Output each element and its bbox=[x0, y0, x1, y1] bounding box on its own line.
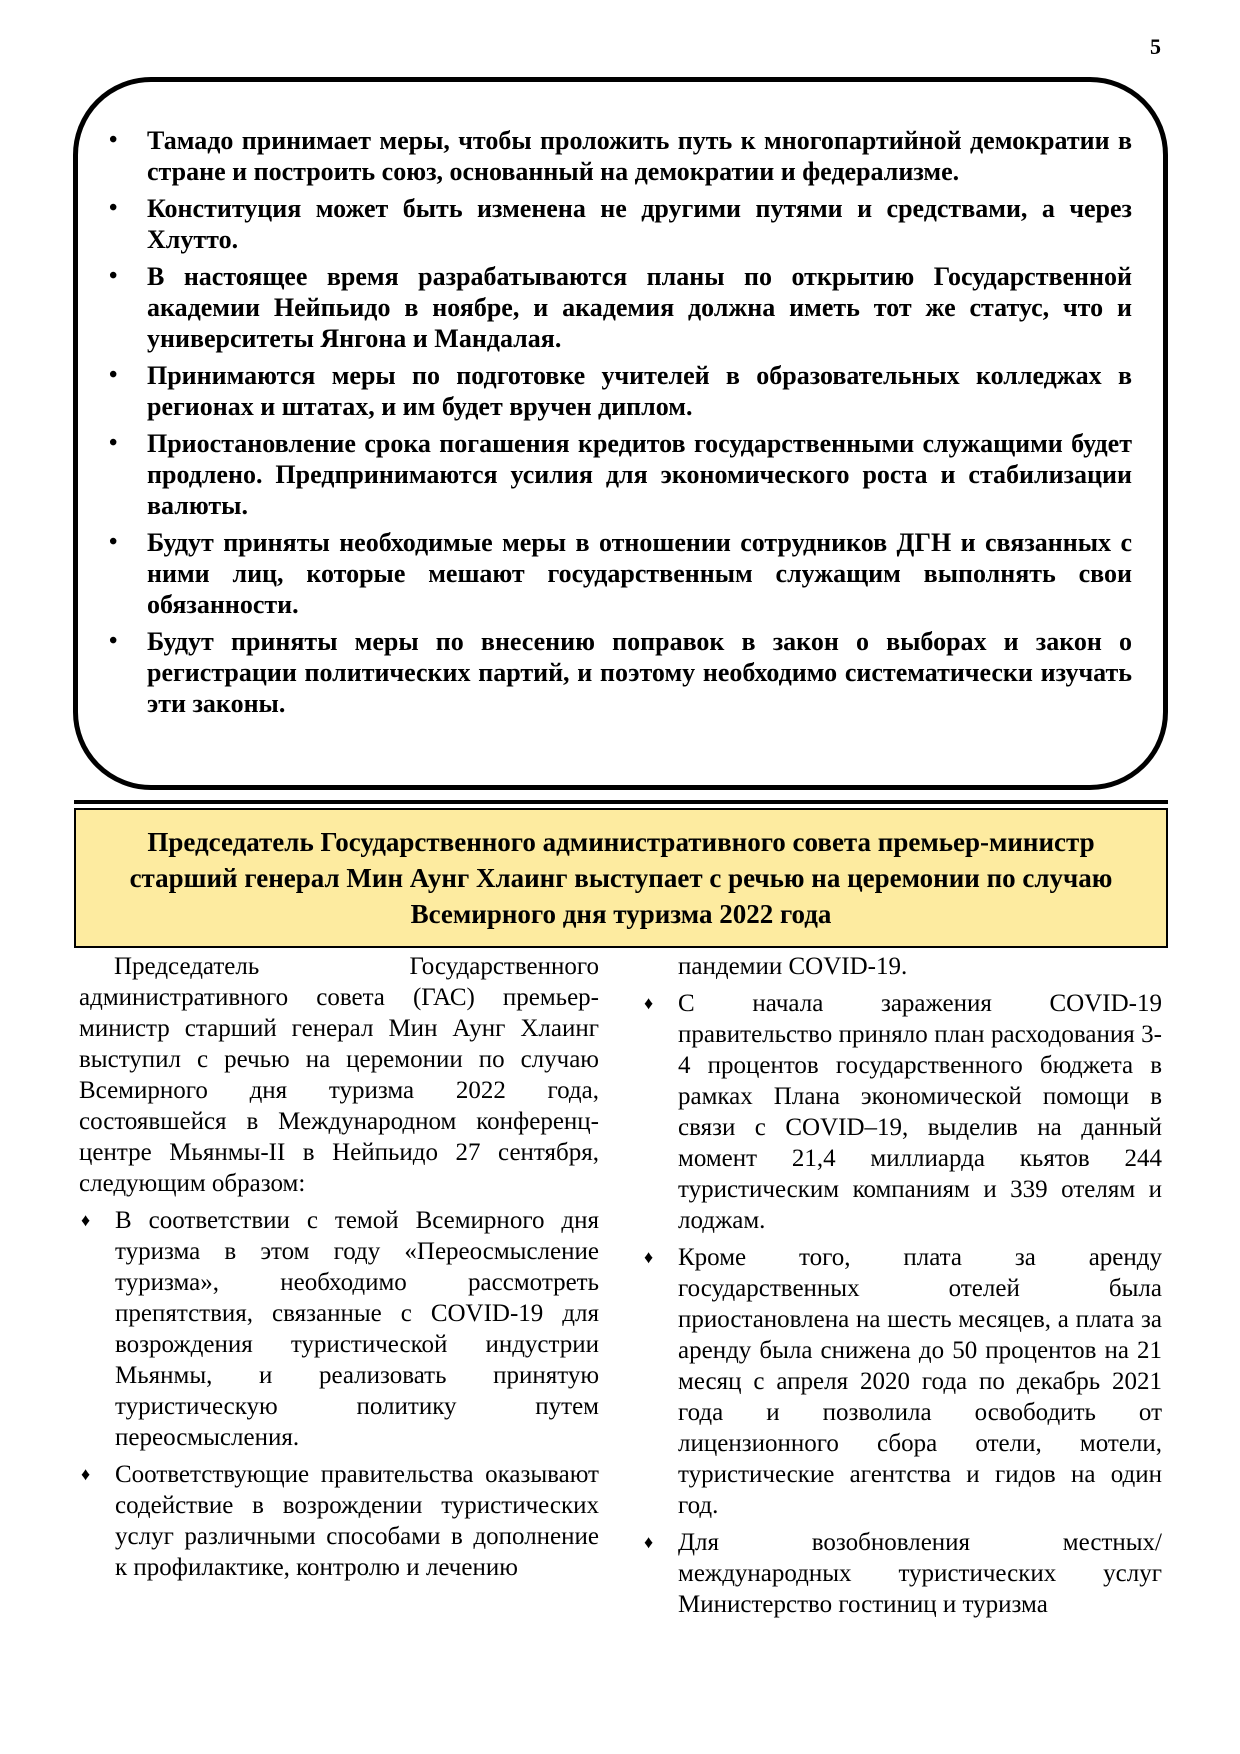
bullet-icon: • bbox=[109, 362, 118, 388]
highlight-text: В настоящее время разрабатываются планы по открытию Государственной академии Нейпьидо в ноябре, и академия должна иметь тот же статус, что и университеты Янгона и Мандалая. bbox=[147, 262, 1132, 353]
article-list-right bbox=[642, 988, 1162, 1620]
article-item-text: Кроме того, плата за аренду государственных отелей была приостановлена на шесть месяцев, а плата за аренду была снижена до 50 процентов на 21 месяц с апреля 2020 года по декабрь 2021 года и позволила освободить от лицензионного сбора отели, мотели, туристические агентства и гидов на один год. bbox=[678, 1244, 1162, 1519]
article-banner bbox=[74, 808, 1168, 948]
highlight-item bbox=[107, 428, 1132, 521]
article-item-text: В соответствии с темой Всемирного дня туризма в этом году «Переосмысление туризма», необходимо рассмотреть препятствия, связанные с COVID-19 для возрождения туристической индустрии Мьянмы, и реализовать принятую туристическую политику путем переосмысления. bbox=[115, 1207, 599, 1451]
highlight-text: Тамадо принимает меры, чтобы проложить путь к многопартийной демократии в стране и построить союз, основанный на демократии и федерализме. bbox=[147, 126, 1132, 186]
article-list-item bbox=[642, 1242, 1162, 1521]
article-title: Председатель Государственного административного совета премьер-министр старший генерал Мин Аунг Хлаинг выступает с речью на церемонии по случаю Всемирного дня туризма 2022 года bbox=[129, 827, 1113, 929]
highlight-item bbox=[107, 360, 1132, 422]
article-list-item bbox=[642, 988, 1162, 1236]
highlight-text: Приостановление срока погашения кредитов государственными служащими будет продлено. Предпринимаются усилия для экономического роста и стабилизации валюты. bbox=[147, 429, 1132, 520]
article-list-item bbox=[79, 1459, 599, 1583]
article-item-text: С начала заражения COVID-19 правительство приняло план расходования 3-4 процентов государственного бюджета в рамках Плана экономической помощи в связи с COVID–19, выделив на данный момент 21,4 миллиарда кьятов 244 туристическим компаниям и 339 отелям и лоджам. bbox=[678, 990, 1162, 1234]
article-intro: Председатель Государственного административного совета (ГАС) премьер-министр старший генерал Мин Аунг Хлаинг выступил с речью на церемонии по случаю Всемирного дня туризма 2022 года, состоявшейся в Международном конференц-центре Мьянмы-II в Нейпьидо 27 сентября, следующим образом: bbox=[79, 953, 599, 1197]
highlight-text: Принимаются меры по подготовке учителей в образовательных колледжах в регионах и штатах, и им будет вручен диплом. bbox=[147, 361, 1132, 421]
highlight-item bbox=[107, 125, 1132, 187]
article-list-left bbox=[79, 1205, 599, 1583]
bullet-icon: • bbox=[109, 127, 118, 153]
bullet-icon: • bbox=[109, 430, 118, 456]
page-number: 5 bbox=[1150, 34, 1161, 59]
article-item-text: Соответствующие правительства оказывают содействие в возрождении туристических услуг различными способами в дополнение к профилактике, контролю и лечению bbox=[115, 1461, 599, 1581]
diamond-bullet-icon: ♦ bbox=[81, 1464, 91, 1484]
bullet-icon: • bbox=[109, 529, 118, 555]
highlight-item bbox=[107, 193, 1132, 255]
highlight-item bbox=[107, 626, 1132, 719]
diamond-bullet-icon: ♦ bbox=[644, 1532, 654, 1552]
highlight-item bbox=[107, 261, 1132, 354]
highlight-text: Будут приняты меры по внесению поправок в закон о выборах и закон о регистрации политических партий, и поэтому необходимо систематически изучать эти законы. bbox=[147, 627, 1132, 718]
diamond-bullet-icon: ♦ bbox=[644, 993, 654, 1013]
highlight-text: Конституция может быть изменена не другими путями и средствами, а через Хлутто. bbox=[147, 194, 1132, 254]
highlight-text: Будут приняты необходимые меры в отношении сотрудников ДГН и связанных с ними лиц, которые мешают государственным служащим выполнять свои обязанности. bbox=[147, 528, 1132, 619]
bullet-icon: • bbox=[109, 195, 118, 221]
bullet-icon: • bbox=[109, 628, 118, 654]
highlight-list bbox=[107, 125, 1132, 725]
diamond-bullet-icon: ♦ bbox=[81, 1210, 91, 1230]
article-list-item bbox=[79, 1205, 599, 1453]
banner-top-rule bbox=[74, 800, 1168, 804]
article-list-item bbox=[642, 1527, 1162, 1620]
highlight-item bbox=[107, 527, 1132, 620]
diamond-bullet-icon: ♦ bbox=[644, 1247, 654, 1267]
bullet-icon: • bbox=[109, 263, 118, 289]
article-item-text: Для возобновления местных/ международных туристических услуг Министерство гостиниц и туризма bbox=[678, 1529, 1162, 1618]
article-column-left bbox=[79, 951, 599, 1583]
article-continuation: пандемии COVID-19. bbox=[678, 953, 908, 980]
article-column-right bbox=[642, 951, 1162, 1620]
